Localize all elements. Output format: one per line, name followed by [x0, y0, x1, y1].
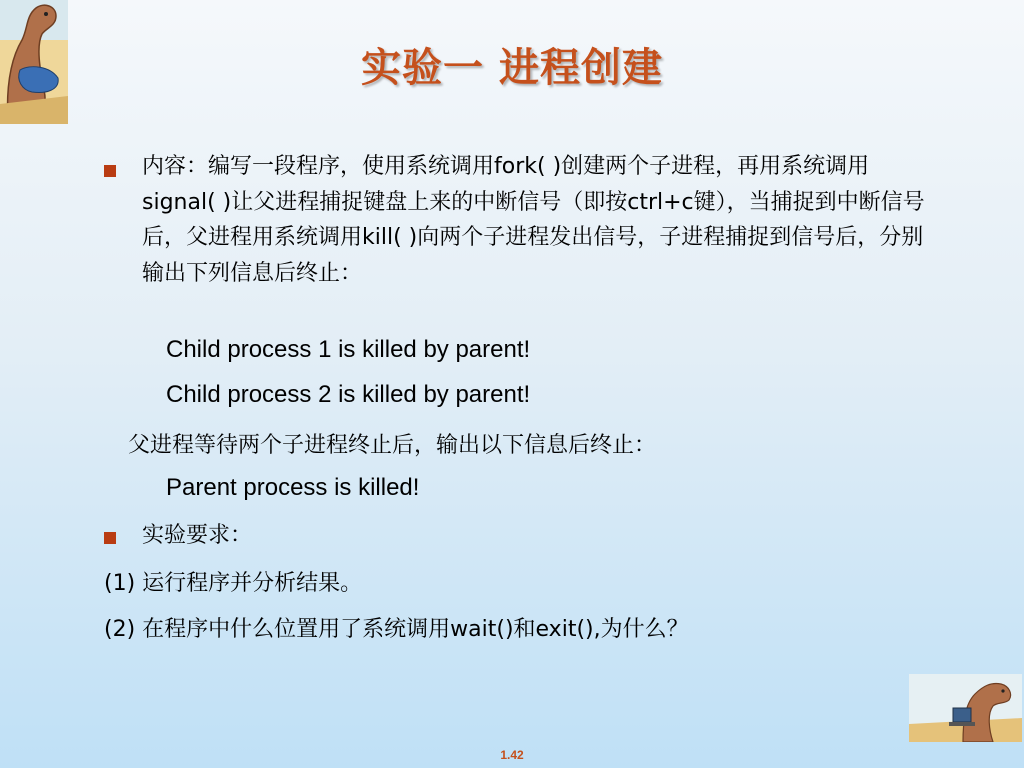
parent-wait-text: 父进程等待两个子进程终止后，输出以下信息后终止：: [128, 433, 657, 458]
requirement-1: (1) 运行程序并分析结果。: [104, 571, 363, 596]
output-child-2: Child process 2 is killed by parent!: [166, 381, 531, 408]
bullet-square-icon: [104, 165, 116, 177]
bullet-content: [104, 155, 942, 291]
bullet-content-text: 内容：编写一段程序，使用系统调用fork( )创建两个子进程，再用系统调用signal( )让父进程捕捉键盘上来的中断信号（即按ctrl+c键），当捕捉到中断信号后，父进程用系统调用kill( )向两个子进程发出信号，子进程捕捉到信号后，分别输出下列信息后终止：: [142, 154, 925, 286]
page-number: 1.42: [500, 748, 524, 762]
bullet-square-icon: [104, 532, 116, 544]
requirement-2: (2) 在程序中什么位置用了系统调用wait()和exit(),为什么？: [104, 617, 689, 642]
output-parent: Parent process is killed!: [166, 474, 420, 501]
slide-title: 实验一 进程创建: [361, 45, 663, 91]
requirements-heading: 实验要求：: [142, 523, 253, 548]
output-child-1: Child process 1 is killed by parent!: [166, 336, 531, 363]
bullet-requirements: [104, 522, 252, 549]
